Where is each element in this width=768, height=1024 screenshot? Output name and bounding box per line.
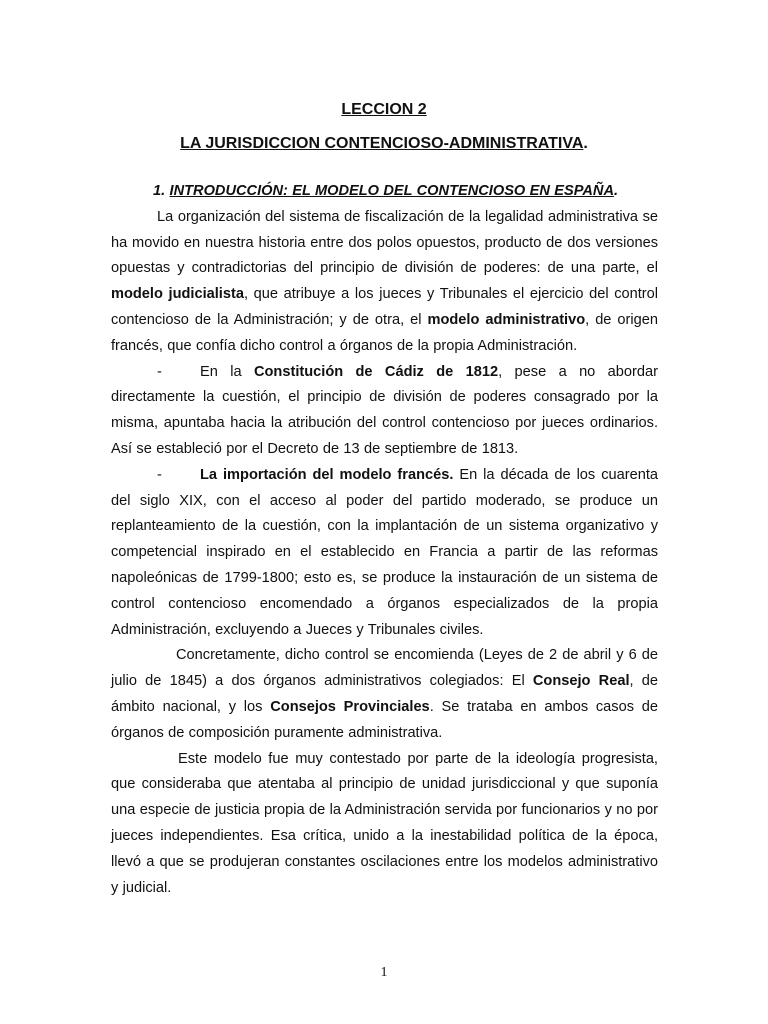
paragraph-text: , de ámbito nacional, y los xyxy=(111,673,658,715)
paragraph-concretamente xyxy=(111,643,658,746)
paragraph-text: En la xyxy=(200,363,254,380)
paragraph-text: , pese a no abordar directamente la cuestión, el principio de división de poderes consagrado por la misma, apuntaba hacia la atribución del control contencioso por jueces ordinarios. Así se estableció por el Decreto de 13 de septiembre de 1813. xyxy=(111,363,658,457)
bold-term: Consejos Provinciales xyxy=(270,698,430,715)
document-title xyxy=(0,135,768,153)
paragraph-text: Este modelo fue muy contestado por parte de la ideología progresista, que consideraba que atentaba al principio de unidad jurisdiccional y que suponía una especie de justicia propia de la Administración servida por funcionarios y no por jueces independientes. Esa crítica, unido a la inestabilidad política de la época, llevó a que se produjeran constantes oscilaciones entre los modelos administrativo y judicial. xyxy=(111,750,658,896)
document-title-period: . xyxy=(583,135,588,152)
paragraph-text: . Se trataba en ambos casos de órganos de composición puramente administrativa. xyxy=(111,698,659,741)
document-body xyxy=(111,179,658,901)
document-title-text: LA JURISDICCION CONTENCIOSO-ADMINISTRATIVA xyxy=(180,135,584,152)
bold-term: La importación del modelo francés. xyxy=(200,466,454,483)
page-number: 1 xyxy=(380,965,388,980)
paragraph-cadiz xyxy=(111,360,658,463)
paragraph-text: Concretamente, dicho control se encomienda (Leyes de 2 de abril y 6 de julio de 1845) a dos órganos administrativos colegiados: El xyxy=(111,647,658,690)
paragraph-este-modelo xyxy=(111,747,658,902)
bold-term: Constitución de Cádiz de 1812 xyxy=(253,363,499,380)
bold-term: Consejo Real xyxy=(532,673,630,690)
paragraph-text: , de origen francés, que confía dicho control a órganos de la propia Administración. xyxy=(111,311,658,354)
paragraph-text: , que atribuye a los jueces y Tribunales el ejercicio del control contencioso de la Administración; y de otra, el xyxy=(111,286,658,328)
section-heading xyxy=(153,179,658,205)
lesson-heading xyxy=(0,101,768,119)
paragraph-french-model xyxy=(111,463,658,644)
list-dash: - xyxy=(157,466,162,483)
paragraph-text: En la década de los cuarenta del siglo XIX, con el acceso al poder del partido moderado, se produce un replanteamiento de la cuestión, con la implantación de un sistema organizativo y competencial inspirado en el establecido en Francia a partir de las reformas napoleónicas de 1799-1800; esto es, se produce la instauración de un sistema de control contencioso encomendado a órganos especializados de la propia Administración, excluyendo a Jueces y Tribunales civiles. xyxy=(111,466,658,638)
bold-term: modelo administrativo xyxy=(427,311,586,328)
section-number: 1. xyxy=(153,183,170,199)
paragraph-intro xyxy=(111,205,658,360)
section-period: . xyxy=(613,183,619,199)
bold-term: modelo judicialista xyxy=(111,286,244,303)
lesson-number: LECCION 2 xyxy=(341,101,427,118)
list-dash: - xyxy=(157,363,162,380)
paragraph-text: La organización del sistema de fiscalización de la legalidad administrativa se ha movido en nuestra historia entre dos polos opuestos, producto de dos versiones opuestas y contradictorias del principio de división de poderes: de una parte, el xyxy=(111,208,658,277)
section-title: INTRODUCCIÓN: EL MODELO DEL CONTENCIOSO EN ESPAÑA xyxy=(169,183,614,199)
